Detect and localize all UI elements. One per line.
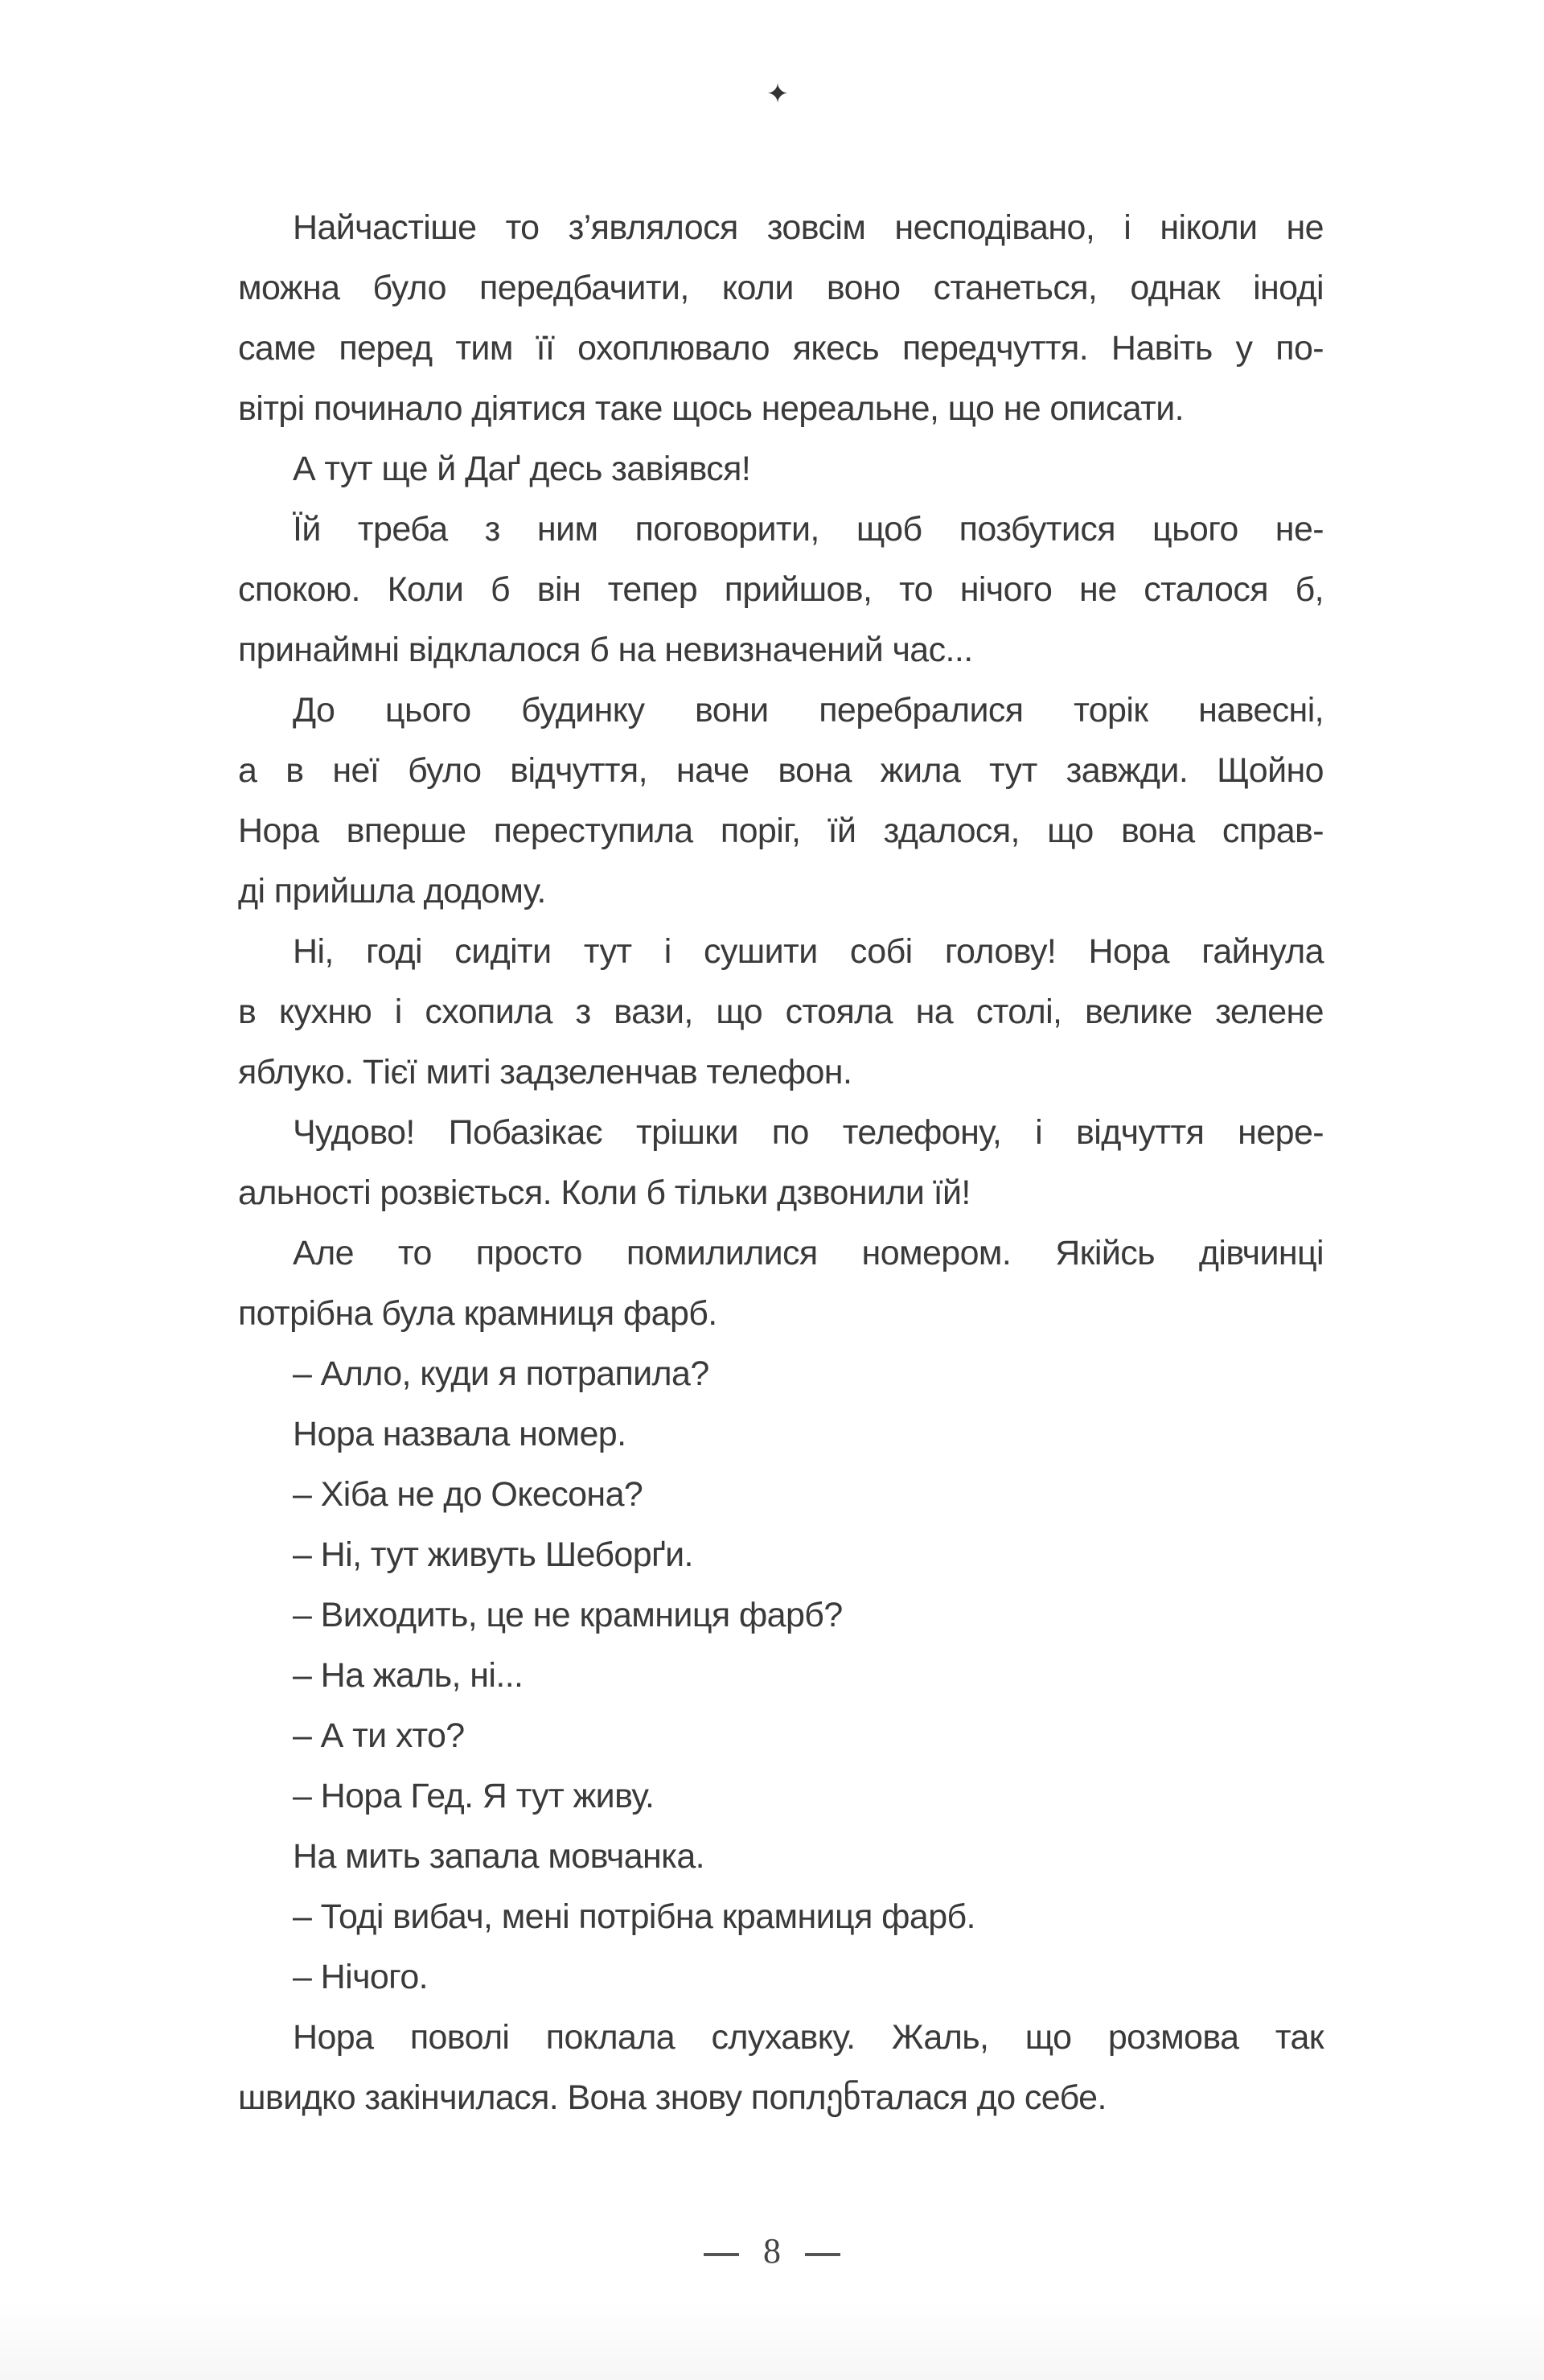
text-line: Нора вперше переступила поріг, їй здалося, що вона справ- <box>238 812 1324 850</box>
paragraph <box>238 1646 1324 1706</box>
text-line: – Ні, тут живуть Шеборґи. <box>293 1535 693 1574</box>
paragraph <box>238 922 1324 1103</box>
text-line: Чудово! Побазікає трішки по телефону, і відчуття нере- <box>293 1113 1324 1152</box>
text-line: – Нічого. <box>293 1958 428 1996</box>
paragraph <box>238 1525 1324 1585</box>
text-line: На мить запала мовчанка. <box>293 1837 704 1876</box>
text-line: – На жаль, ні... <box>293 1656 524 1695</box>
text-line: – Нора Гед. Я тут живу. <box>293 1777 655 1815</box>
text-line: принаймні відклалося б на невизначений час... <box>238 631 973 669</box>
paragraph <box>238 1706 1324 1766</box>
text-line: альності розвіється. Коли б тільки дзвонили їй! <box>238 1174 971 1212</box>
paragraph <box>238 499 1324 680</box>
paragraph <box>238 1585 1324 1646</box>
text-line: Нора поволі поклала слухавку. Жаль, що розмова так <box>293 2018 1324 2057</box>
text-line: можна було передбачити, коли воно станеться, однак іноді <box>238 269 1324 307</box>
text-line: – А ти хто? <box>293 1716 465 1755</box>
text-line: в кухню і схопила з вази, що стояла на столі, велике зелене <box>238 993 1324 1031</box>
page-number <box>0 2231 1544 2271</box>
paragraph <box>238 2008 1324 2128</box>
text-line: До цього будинку вони перебралися торік навесні, <box>293 691 1324 730</box>
text-line: вітрі починало діятися таке щось нереальне, що не описати. <box>238 389 1184 428</box>
ornament-icon: ✦ <box>766 79 790 109</box>
paragraph <box>238 1404 1324 1465</box>
body-text <box>238 198 1324 2128</box>
text-line: Їй треба з ним поговорити, щоб позбутися цього не- <box>293 510 1324 549</box>
text-line: Нора назвала номер. <box>293 1415 626 1453</box>
paragraph <box>238 439 1324 499</box>
paragraph <box>238 198 1324 439</box>
paragraph <box>238 1223 1324 1344</box>
text-line: А тут ще й Даґ десь завіявся! <box>293 450 751 488</box>
paragraph <box>238 1465 1324 1525</box>
text-line: а в неї було відчуття, наче вона жила тут завжди. Щойно <box>238 751 1324 790</box>
text-line: ді прийшла додому. <box>238 872 546 910</box>
text-line: швидко закінчилася. Вона знову поплენталася до себе. <box>238 2078 1107 2117</box>
text-line: – Виходить, це не крамниця фарб? <box>293 1596 843 1634</box>
text-line: Ні, годі сидіти тут і сушити собі голову! Нора гайнула <box>293 932 1324 971</box>
page-number-value: 8 <box>763 2231 781 2271</box>
paragraph <box>238 1827 1324 1887</box>
dash-left <box>704 2253 739 2256</box>
paragraph <box>238 1887 1324 1947</box>
text-line: яблуко. Тієї миті задзеленчав телефон. <box>238 1053 852 1091</box>
paragraph <box>238 1947 1324 2008</box>
text-line: – Хіба не до Океcона? <box>293 1475 643 1514</box>
paragraph <box>238 1103 1324 1223</box>
paragraph <box>238 680 1324 922</box>
text-line: Найчастіше то з’являлося зовсім несподівано, і ніколи не <box>293 208 1324 247</box>
paragraph <box>238 1766 1324 1827</box>
text-line: спокою. Коли б він тепер прийшов, то нічого не сталося б, <box>238 570 1324 609</box>
text-line: Але то просто помилилися номером. Якійсь дівчинці <box>293 1234 1324 1272</box>
text-line: потрібна була крамниця фарб. <box>238 1294 717 1333</box>
paragraph <box>238 1344 1324 1404</box>
text-line: – Алло, куди я потрапила? <box>293 1354 709 1393</box>
text-line: – Тоді вибач, мені потрібна крамниця фарб. <box>293 1897 975 1936</box>
dash-right <box>805 2253 840 2256</box>
text-line: саме перед тим її охоплювало якесь передчуття. Навіть у по- <box>238 329 1324 368</box>
